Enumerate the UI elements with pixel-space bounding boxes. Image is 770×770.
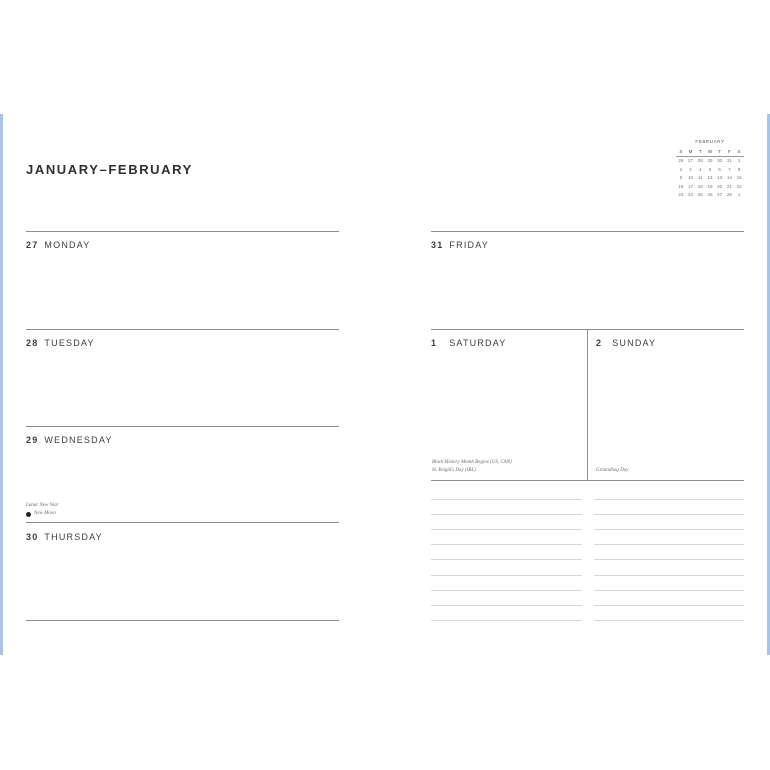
day-divider xyxy=(26,329,339,330)
day-name: SATURDAY xyxy=(449,338,507,348)
note-line xyxy=(431,544,582,545)
page-edge-left xyxy=(0,114,3,655)
date-cell: 28 xyxy=(697,158,703,164)
date-cell: 11 xyxy=(697,175,703,181)
holiday-note: Lunar New Year xyxy=(26,503,59,508)
date-cell: 2 xyxy=(679,166,683,172)
day-number: 27 xyxy=(26,240,39,250)
date-cell: 22 xyxy=(736,183,742,189)
note-line xyxy=(594,529,744,530)
date-cell: 12 xyxy=(707,175,713,181)
date-cell: 31 xyxy=(726,158,732,164)
date-cell: 25 xyxy=(697,192,703,198)
date-cell: 29 xyxy=(707,158,713,164)
day-header-monday xyxy=(26,240,90,250)
mini-calendar xyxy=(676,139,744,199)
moon-phase-note: New Moon xyxy=(34,511,56,516)
day-number: 29 xyxy=(26,435,39,445)
day-divider xyxy=(431,231,744,232)
date-cell: 10 xyxy=(688,175,694,181)
day-name: SUNDAY xyxy=(612,338,657,348)
date-cell: 18 xyxy=(697,183,703,189)
weekday-label: F xyxy=(725,147,735,156)
note-line xyxy=(431,499,582,500)
day-number: 31 xyxy=(431,240,444,250)
new-moon-icon xyxy=(26,512,31,517)
day-number: 1 xyxy=(431,338,438,348)
date-cell: 15 xyxy=(736,175,742,181)
note-line xyxy=(431,590,582,591)
date-cell: 21 xyxy=(726,183,732,189)
mini-calendar-title: FEBRUARY xyxy=(695,139,725,144)
note-line xyxy=(594,575,744,576)
date-cell: 4 xyxy=(699,166,702,172)
date-cell: 30 xyxy=(717,158,723,164)
note-line xyxy=(594,605,744,606)
note-line xyxy=(431,559,582,560)
date-cell: 27 xyxy=(717,192,723,198)
day-name: THURSDAY xyxy=(44,532,103,542)
weekday-label: W xyxy=(705,147,715,156)
mini-calendar-grid xyxy=(676,147,744,199)
note-line xyxy=(431,529,582,530)
date-cell: 26 xyxy=(707,192,713,198)
weekday-label: S xyxy=(734,147,744,156)
date-cell: 1 xyxy=(737,192,741,198)
weekday-label: T xyxy=(695,147,705,156)
date-cell: 3 xyxy=(689,166,692,172)
day-name: TUESDAY xyxy=(44,338,95,348)
weekday-label: M xyxy=(686,147,696,156)
date-cell: 6 xyxy=(718,166,721,172)
note-line xyxy=(594,559,744,560)
day-header-friday xyxy=(431,240,489,250)
date-cell: 26 xyxy=(678,158,684,164)
date-cell: 27 xyxy=(688,158,694,164)
day-header-sunday xyxy=(596,338,656,348)
date-cell: 24 xyxy=(688,192,694,198)
note-line xyxy=(594,620,744,621)
note-line xyxy=(594,514,744,515)
day-name: WEDNESDAY xyxy=(44,435,113,445)
note-line xyxy=(594,499,744,500)
date-cell: 1 xyxy=(737,158,741,164)
note-line xyxy=(431,575,582,576)
date-cell: 7 xyxy=(728,166,731,172)
holiday-note: Black History Month Begins (US, CAN) xyxy=(432,460,512,465)
day-header-wednesday xyxy=(26,435,113,445)
date-cell: 23 xyxy=(678,192,684,198)
note-line xyxy=(594,590,744,591)
date-cell: 13 xyxy=(717,175,723,181)
day-header-tuesday xyxy=(26,338,95,348)
weekday-label: T xyxy=(715,147,725,156)
date-cell: 17 xyxy=(688,183,694,189)
day-name: MONDAY xyxy=(44,240,91,250)
day-divider xyxy=(26,522,339,523)
date-cell: 20 xyxy=(717,183,723,189)
date-cell: 5 xyxy=(708,166,712,172)
note-line xyxy=(431,605,582,606)
date-cell: 16 xyxy=(678,183,684,189)
holiday-note: St. Brigid's Day (IRL) xyxy=(432,468,476,473)
weekday-label: S xyxy=(676,147,686,156)
day-divider xyxy=(26,426,339,427)
note-line xyxy=(431,620,582,621)
note-line xyxy=(594,544,744,545)
weekend-divider xyxy=(587,329,588,481)
page-title: JANUARY–FEBRUARY xyxy=(26,162,193,177)
date-cell: 28 xyxy=(726,192,732,198)
day-divider xyxy=(26,231,339,232)
date-cell: 8 xyxy=(737,166,741,172)
day-number: 28 xyxy=(26,338,39,348)
planner-spread xyxy=(0,114,770,655)
day-header-saturday xyxy=(431,338,507,348)
date-cell: 19 xyxy=(707,183,713,189)
date-cell: 14 xyxy=(726,175,732,181)
date-cell: 9 xyxy=(679,175,683,181)
day-name: FRIDAY xyxy=(449,240,489,250)
day-divider xyxy=(26,620,339,621)
note-line xyxy=(431,514,582,515)
holiday-note: Groundhog Day xyxy=(596,468,629,473)
day-header-thursday xyxy=(26,532,103,542)
day-number: 30 xyxy=(26,532,39,542)
day-number: 2 xyxy=(596,338,603,348)
